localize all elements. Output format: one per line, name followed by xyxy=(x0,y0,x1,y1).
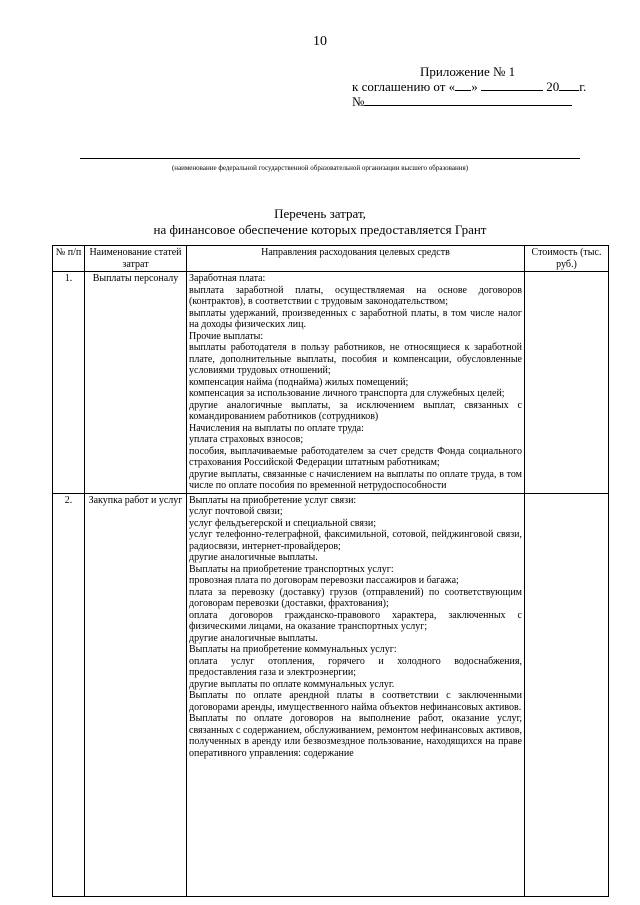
desc-line: плата за перевозку (доставку) грузов (отправлений) по соответствующим договорам перевозки (доставки, фрахтования); xyxy=(189,586,522,609)
row-name: Выплаты персоналу xyxy=(85,272,187,494)
desc-line: другие аналогичные выплаты, за исключением выплат, связанных с командированием работников (сотрудников) xyxy=(189,399,522,422)
desc-line: Выплаты на приобретение транспортных услуг: xyxy=(189,563,394,575)
desc-line: услуг фельдъегерской и специальной связи; xyxy=(189,517,377,529)
desc-line: другие выплаты, связанные с начислением на выплаты по оплате труда, в том числе по оплате пособия по временной нетрудоспособности xyxy=(189,468,522,491)
desc-line: компенсация за использование личного транспорта для служебных целей; xyxy=(189,388,505,399)
day-blank xyxy=(455,79,471,91)
row-num: 2. xyxy=(53,493,85,896)
row-directions xyxy=(187,493,525,896)
desc-line: Выплаты на приобретение коммунальных услуг: xyxy=(189,644,397,655)
table-row xyxy=(53,272,609,494)
desc-line: выплата заработной платы, осуществляемая на основе договоров (контрактов), в соответствии с трудовым законодательством; xyxy=(189,284,522,307)
desc-line: другие аналогичные выплаты. xyxy=(189,632,318,644)
costs-table xyxy=(52,245,609,897)
desc-line: провозная плата по договорам перевозки пассажиров и багажа; xyxy=(189,575,459,586)
desc-line: Выплаты по оплате арендной платы в соответствии с заключенными договорами аренды, имущественного найма объектов нефинансовых активов. xyxy=(189,690,522,713)
desc-line: компенсация найма (поднайма) жилых помещений; xyxy=(189,376,409,388)
table-row xyxy=(53,493,609,896)
month-blank xyxy=(481,79,543,91)
header-name: Наименование статей затрат xyxy=(85,246,187,272)
appendix-title: Приложение № 1 xyxy=(420,64,516,79)
row-cost xyxy=(525,493,609,896)
desc-line: выплаты удержаний, произведенных с заработной платы, в том числе налог на доходы физических лиц. xyxy=(189,307,522,330)
document-title xyxy=(0,206,640,238)
desc-line: Начисления на выплаты по оплате труда: xyxy=(189,422,364,434)
page-number: 10 xyxy=(313,34,327,49)
desc-line: Выплаты на приобретение услуг связи: xyxy=(189,494,357,506)
header-directions: Направления расходования целевых средств xyxy=(187,246,525,272)
row-directions xyxy=(187,272,525,494)
number-blank xyxy=(364,94,572,106)
table-header-row xyxy=(53,246,609,272)
desc-line: другие выплаты по оплате коммунальных услуг. xyxy=(189,678,395,690)
row-cost xyxy=(525,272,609,494)
row-num: 1. xyxy=(53,272,85,494)
title-line-1: Перечень затрат, xyxy=(274,206,366,221)
organization-caption: (наименование федеральной государственной образовательной организации высшего образования) xyxy=(171,164,469,172)
desc-line: услуг почтовой связи; xyxy=(189,506,283,517)
desc-line: выплаты работодателя в пользу работников, не относящиеся к заработной плате, дополнительные выплаты, пособия и компенсации, обусловленные условиями трудовых отношений; xyxy=(189,342,522,376)
desc-line: Выплаты по оплате договоров на выполнение работ, оказание услуг, связанных с содержанием, обслуживанием, ремонтом нефинансовых активов, полученных в аренду или безвозмездное пользование, находящихся на праве оперативного управления: содержание xyxy=(189,713,522,759)
desc-line: оплата договоров гражданско-правового характера, заключенных с физическими лицами, на оказание транспортных услуг; xyxy=(189,609,522,632)
header-num: № п/п xyxy=(53,246,85,272)
desc-line: Заработная плата: xyxy=(189,273,266,284)
desc-line: другие аналогичные выплаты. xyxy=(189,552,318,563)
desc-line: оплата услуг отопления, горячего и холодного водоснабжения, предоставления газа и электроэнергии; xyxy=(189,655,522,678)
desc-line: услуг телефонно-телеграфной, факсимильной, сотовой, пейджинговой связи, радиосвязи, интернет-провайдеров; xyxy=(189,529,522,552)
desc-line: уплата страховых взносов; xyxy=(189,434,304,445)
desc-line: Прочие выплаты: xyxy=(189,330,264,342)
agreement-number-line: № xyxy=(352,94,592,109)
header-cost: Стоимость (тыс. руб.) xyxy=(525,246,609,272)
appendix-header xyxy=(352,64,592,109)
row-name: Закупка работ и услуг xyxy=(85,493,187,896)
organization-name-line xyxy=(80,158,580,159)
agreement-date-line: к соглашению от « » 20 г. xyxy=(352,79,587,94)
year-blank xyxy=(559,79,579,91)
desc-line: пособия, выплачиваемые работодателем за счет средств Фонда социального страхования Российской Федерации штатным работникам; xyxy=(189,445,522,468)
title-line-2: на финансовое обеспечение которых предоставляется Грант xyxy=(153,222,487,237)
